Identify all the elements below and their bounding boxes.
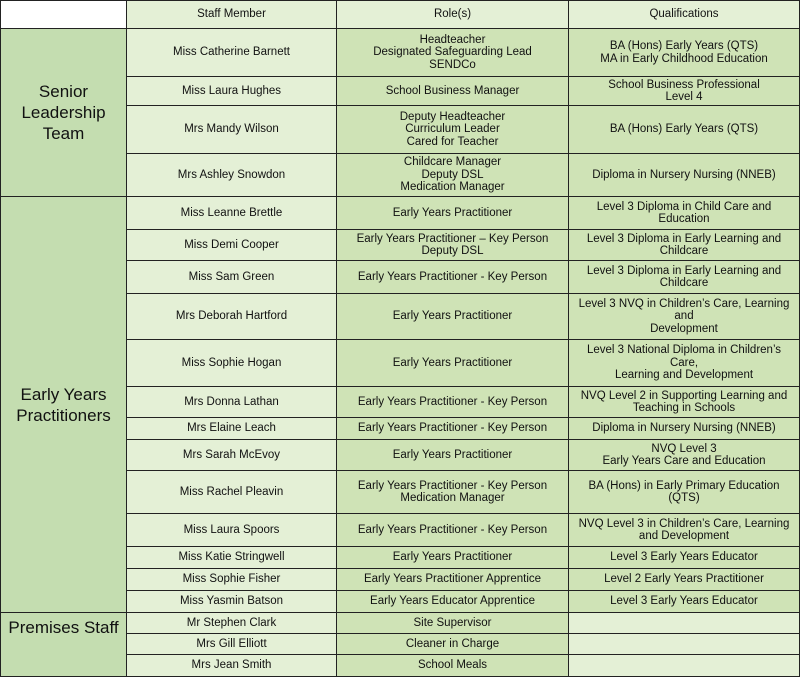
text-line: Early Years Practitioner bbox=[392, 448, 513, 461]
text-line: School Business Professional bbox=[608, 78, 760, 91]
staff-roles bbox=[337, 294, 569, 340]
text-line: Practitioners bbox=[16, 405, 111, 425]
text-line: Early Years Practitioner bbox=[392, 356, 513, 369]
text-line: School Business Manager bbox=[385, 84, 520, 97]
text-line: Early Years bbox=[20, 384, 107, 404]
table-row bbox=[1, 613, 800, 634]
staff-roles bbox=[337, 547, 569, 569]
staff-qualifications bbox=[569, 634, 800, 655]
staff-roles bbox=[337, 197, 569, 230]
header-staff-member: Staff Member bbox=[127, 1, 337, 29]
staff-roles bbox=[337, 514, 569, 547]
table-row bbox=[1, 197, 800, 230]
staff-roles bbox=[337, 77, 569, 106]
staff-roles bbox=[337, 440, 569, 471]
text-line: Level 3 National Diploma in Children’s bbox=[586, 344, 782, 357]
staff-qualifications bbox=[569, 471, 800, 514]
staff-qualifications bbox=[569, 154, 800, 197]
text-line: and bbox=[674, 310, 694, 323]
text-line: Level 3 Diploma in Early Learning and bbox=[586, 264, 782, 277]
text-line: Early Years Practitioner - Key Person bbox=[357, 479, 548, 492]
text-line: Early Years Practitioner - Key Person bbox=[357, 422, 548, 435]
staff-name: Mrs Mandy Wilson bbox=[127, 106, 337, 154]
staff-name: Mrs Ashley Snowdon bbox=[127, 154, 337, 197]
text-line: Level 2 Early Years Practitioner bbox=[604, 573, 764, 586]
staff-name: Miss Catherine Barnett bbox=[127, 29, 337, 77]
text-line: Childcare bbox=[659, 245, 709, 257]
text-line: Early Years Practitioner - Key Person bbox=[357, 395, 548, 408]
header-corner bbox=[1, 1, 127, 29]
text-line: Level 3 NVQ in Children’s Care, Learning bbox=[578, 297, 790, 310]
staff-qualifications bbox=[569, 418, 800, 440]
text-line: Senior bbox=[38, 82, 89, 101]
staff-name: Mrs Sarah McEvoy bbox=[127, 440, 337, 471]
staff-roles bbox=[337, 418, 569, 440]
group-label-early bbox=[1, 197, 127, 613]
staff-roles bbox=[337, 655, 569, 677]
text-line: MA in Early Childhood Education bbox=[600, 52, 768, 65]
staff-name: Miss Katie Stringwell bbox=[127, 547, 337, 569]
staff-roles bbox=[337, 230, 569, 261]
text-line: Cared for Teacher bbox=[406, 135, 499, 148]
staff-name: Miss Rachel Pleavin bbox=[127, 471, 337, 514]
text-line: NVQ Level 3 in Children’s Care, Learning bbox=[578, 517, 790, 530]
staff-name: Miss Laura Hughes bbox=[127, 77, 337, 106]
text-line: Early Years Practitioner bbox=[392, 206, 513, 219]
text-line: Early Years Practitioner bbox=[392, 551, 513, 564]
staff-qualifications bbox=[569, 514, 800, 547]
staff-roles bbox=[337, 340, 569, 387]
staff-roles bbox=[337, 471, 569, 514]
text-line: Early Years Practitioner - Key Person bbox=[357, 523, 548, 536]
text-line: Deputy Headteacher bbox=[399, 110, 506, 123]
text-line: Leadership bbox=[21, 103, 106, 122]
text-line: Headteacher bbox=[419, 33, 486, 46]
text-line: NVQ Level 2 in Supporting Learning and bbox=[580, 389, 788, 402]
staff-name: Miss Laura Spoors bbox=[127, 514, 337, 547]
staff-qualifications bbox=[569, 340, 800, 387]
text-line: Development bbox=[650, 322, 718, 335]
text-line: (QTS) bbox=[668, 492, 700, 504]
staff-name: Miss Demi Cooper bbox=[127, 230, 337, 261]
text-line: Early Years Practitioner – Key Person bbox=[356, 232, 549, 245]
text-line: SENDCo bbox=[429, 58, 476, 71]
text-line: Medication Manager bbox=[400, 492, 505, 504]
text-line: Level 3 Diploma in Early Learning and bbox=[586, 232, 782, 245]
text-line: BA (Hons) in Early Primary Education bbox=[588, 479, 780, 492]
staff-qualifications bbox=[569, 440, 800, 471]
text-line: Education bbox=[658, 213, 710, 225]
group-label-senior bbox=[1, 29, 127, 197]
text-line: Deputy DSL bbox=[421, 168, 484, 181]
text-line: Site Supervisor bbox=[413, 616, 492, 629]
staff-name: Miss Sam Green bbox=[127, 261, 337, 294]
text-line: Curriculum Leader bbox=[405, 123, 500, 136]
staff-roles bbox=[337, 591, 569, 613]
staff-qualifications bbox=[569, 106, 800, 154]
staff-name: Miss Yasmin Batson bbox=[127, 591, 337, 613]
staff-qualifications bbox=[569, 294, 800, 340]
text-line: Premises Staff bbox=[8, 618, 119, 637]
text-line: BA (Hons) Early Years (QTS) bbox=[609, 123, 759, 136]
text-line: Childcare Manager bbox=[403, 156, 502, 169]
text-line: Teaching in Schools bbox=[632, 402, 736, 414]
staff-qualifications bbox=[569, 261, 800, 294]
text-line: and Development bbox=[638, 530, 730, 542]
staff-name: Mr Stephen Clark bbox=[127, 613, 337, 634]
text-line: Learning and Development bbox=[614, 369, 754, 382]
text-line: Level 3 Early Years Educator bbox=[610, 595, 758, 608]
staff-roles bbox=[337, 387, 569, 418]
staff-qualifications bbox=[569, 29, 800, 77]
staff-name: Mrs Jean Smith bbox=[127, 655, 337, 677]
staff-name: Mrs Deborah Hartford bbox=[127, 294, 337, 340]
staff-qualifications bbox=[569, 387, 800, 418]
text-line: Childcare bbox=[659, 277, 709, 289]
staff-roles bbox=[337, 261, 569, 294]
text-line: Designated Safeguarding Lead bbox=[373, 46, 532, 59]
text-line: NVQ Level 3 bbox=[651, 442, 717, 455]
text-line: Level 4 bbox=[665, 91, 703, 103]
text-line: BA (Hons) Early Years (QTS) bbox=[609, 40, 759, 52]
staff-name: Miss Leanne Brettle bbox=[127, 197, 337, 230]
staff-qualifications bbox=[569, 569, 800, 591]
text-line: Early Years Educator Apprentice bbox=[370, 595, 535, 608]
staff-roles bbox=[337, 154, 569, 197]
header-qualifications: Qualifications bbox=[569, 1, 800, 29]
staff-roles bbox=[337, 613, 569, 634]
text-line: Early Years Practitioner Apprentice bbox=[363, 573, 542, 586]
group-label-premises bbox=[1, 613, 127, 677]
text-line: Level 3 Early Years Educator bbox=[610, 551, 758, 564]
staff-name: Mrs Elaine Leach bbox=[127, 418, 337, 440]
text-line: Diploma in Nursery Nursing (NNEB) bbox=[592, 422, 776, 435]
staff-qualifications bbox=[569, 197, 800, 230]
text-line: Level 3 Diploma in Child Care and bbox=[596, 200, 772, 213]
text-line: Team bbox=[42, 124, 85, 143]
text-line: Early Years Practitioner bbox=[392, 310, 513, 323]
staff-name: Miss Sophie Fisher bbox=[127, 569, 337, 591]
staff-qualifications bbox=[569, 547, 800, 569]
header-row bbox=[1, 1, 800, 29]
staff-qualifications bbox=[569, 613, 800, 634]
text-line: Care, bbox=[669, 356, 699, 369]
text-line: Cleaner in Charge bbox=[405, 637, 500, 650]
text-line: Early Years Practitioner - Key Person bbox=[357, 270, 548, 283]
text-line: School Meals bbox=[417, 659, 488, 672]
staff-roles bbox=[337, 29, 569, 77]
staff-qualifications bbox=[569, 230, 800, 261]
staff-name: Miss Sophie Hogan bbox=[127, 340, 337, 387]
staff-name: Mrs Donna Lathan bbox=[127, 387, 337, 418]
text-line: Medication Manager bbox=[400, 181, 505, 194]
staff-name: Mrs Gill Elliott bbox=[127, 634, 337, 655]
staff-qualifications bbox=[569, 655, 800, 677]
staff-roles bbox=[337, 106, 569, 154]
header-roles: Role(s) bbox=[337, 1, 569, 29]
text-line: Deputy DSL bbox=[421, 245, 484, 257]
staff-qualifications bbox=[569, 591, 800, 613]
table-row bbox=[1, 29, 800, 77]
staff-roles bbox=[337, 569, 569, 591]
staff-qualifications bbox=[569, 77, 800, 106]
staff-roles bbox=[337, 634, 569, 655]
text-line: Diploma in Nursery Nursing (NNEB) bbox=[592, 168, 776, 181]
text-line: Early Years Care and Education bbox=[602, 455, 766, 467]
